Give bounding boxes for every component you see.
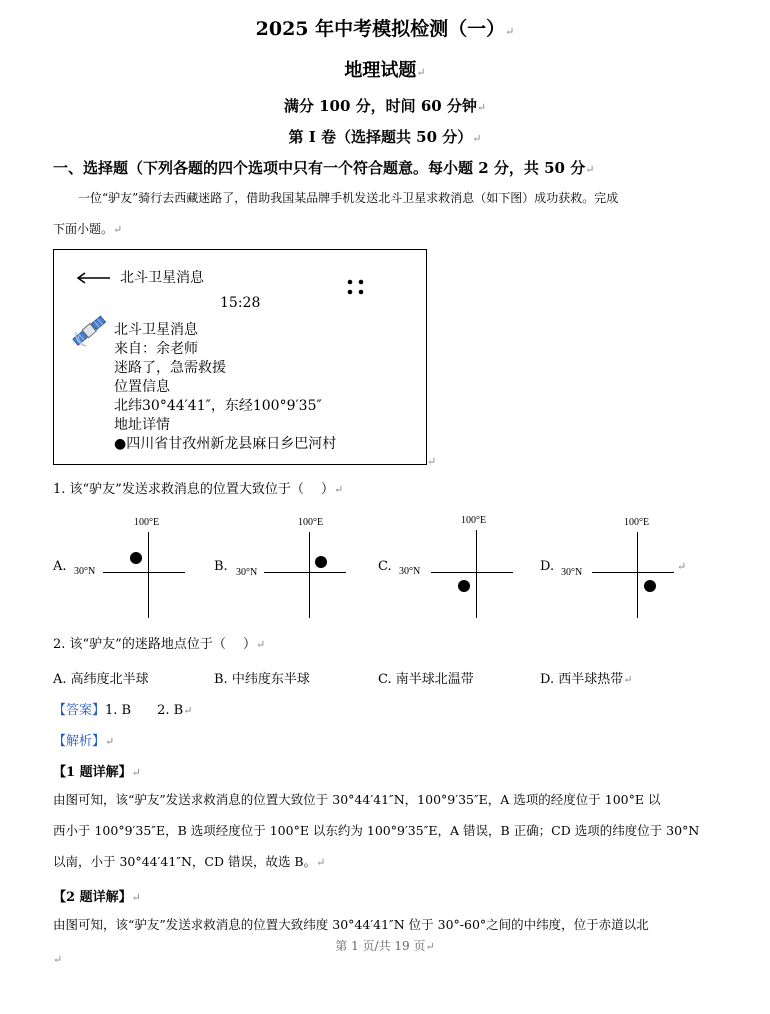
paragraph-mark-icon: ↵ [677,560,687,573]
paragraph-mark-icon: ↵ [472,132,482,145]
location-dot [644,580,656,592]
intro-line-2: 下面小题。↵ [53,222,123,236]
paragraph-mark-icon: ↵ [113,223,123,236]
paragraph-mark-icon: ↵ [585,163,595,176]
paragraph-mark-icon: ↵ [183,704,193,717]
detail-1-heading: 【1 题详解】↵ [53,765,141,780]
detail-2-line: 由图可知，该“驴友”发送求救消息的位置大致纬度 30°44′41″N 位于 30°-60°之间的中纬度，位于赤道以北 [53,917,649,932]
option-d-figure [559,515,719,625]
option-b-letter: B. [214,559,228,574]
paragraph-mark-icon: ↵ [505,25,515,38]
answer-value: 1. B 2. B [105,703,184,718]
paragraph-mark-icon: ↵ [416,66,426,79]
message-line: 北纬30°44′41″，东经100°9′35″ [114,398,322,414]
parallel-line [431,572,513,573]
paragraph-mark-icon: ↵ [623,673,633,686]
option-c-letter: C. [378,559,392,574]
paragraph-mark-icon: ↵ [425,940,435,953]
message-line: ●四川省甘孜州新龙县麻日乡巴河村 [114,436,337,452]
latitude-label: 30°N [236,567,258,578]
satellite-icon [70,310,110,350]
meridian-line [637,532,638,618]
q2-option-c: C. 南半球北温带 [378,672,474,687]
paragraph-mark-icon: ↵ [53,953,63,966]
intro-line-1: 一位“驴友”骑行去西藏迷路了，借助我国某品牌手机发送北斗卫星求救消息（如下图）成功获救。完成 [78,191,619,205]
meridian-line [309,532,310,618]
paragraph-mark-icon: ↵ [333,483,344,496]
paragraph-mark-icon: ↵ [131,766,141,779]
answer-label: 【答案】 [53,703,106,718]
parallel-line [592,572,674,573]
paragraph-mark-icon: ↵ [131,891,141,904]
message-line: 地址详情 [114,417,170,433]
meridian-line [476,530,477,618]
location-dot [315,556,327,568]
location-dot [130,552,142,564]
paragraph-mark-icon: ↵ [476,101,487,114]
more-options-icon [346,278,366,296]
paragraph-mark-icon: ↵ [427,455,437,468]
message-line: 来自：余老师 [114,341,198,357]
paragraph-mark-icon: ↵ [255,638,266,651]
latitude-label: 30°N [399,566,421,577]
option-b-figure [234,515,394,625]
q2-option-d: D. 西半球热带↵ [540,672,633,687]
detail-1-line: 由图可知，该“驴友”发送求救消息的位置大致位于 30°44′41″N，100°9′35″E，A 选项的经度位于 100°E 以 [53,792,661,807]
latitude-label: 30°N [74,566,96,577]
option-c-figure [397,515,557,625]
parallel-line [103,572,185,573]
q2-option-a: A. 高纬度北半球 [53,672,149,687]
paragraph-mark-icon: ↵ [105,735,115,748]
meridian-line [148,532,149,618]
question-1: 1. 该“驴友”发送求救消息的位置大致位于（ ）↵ [53,482,344,497]
question-2: 2. 该“驴友”的迷路地点位于（ ）↵ [53,637,266,652]
latitude-label: 30°N [561,567,583,578]
longitude-label: 100°E [461,515,487,526]
parallel-line [264,572,346,573]
longitude-label: 100°E [298,517,324,528]
message-line: 位置信息 [114,379,170,395]
option-a-letter: A. [53,559,67,574]
score-time: 满分 100 分，时间 60 分钟↵ [283,97,487,115]
exam-title: 2025 年中考模拟检测（一）↵ [255,18,515,40]
detail-1-line: 西小于 100°9′35″E，B 选项经度位于 100°E 以东约为 100°9′35″E，A 错误，B 正确；CD 选项的纬度位于 30°N [53,823,700,838]
message-line: 北斗卫星消息 [114,322,198,338]
section-heading: 一、选择题（下列各题的四个选项中只有一个符合题意。每小题 2 分，共 50 分↵ [53,159,595,177]
satellite-message-figure [53,249,427,465]
detail-2-heading: 【2 题详解】↵ [53,890,141,905]
message-time: 15:28 [220,295,261,311]
q2-option-b: B. 中纬度东半球 [214,672,310,687]
location-dot [458,580,470,592]
option-d-letter: D. [540,559,555,574]
back-arrow-icon [76,272,112,284]
detail-1-line: 以南，小于 30°44′41″N，CD 错误，故选 B。↵ [53,854,326,869]
paragraph-mark-icon: ↵ [316,856,326,869]
answer-line [53,699,192,718]
message-line: 迷路了，急需救援 [114,360,226,376]
option-a-figure [72,515,232,625]
page-footer: 第 1 页/共 19 页↵ [335,939,435,953]
analysis-heading: 【解析】↵ [53,734,115,749]
exam-subtitle: 地理试题↵ [344,60,426,81]
longitude-label: 100°E [624,517,650,528]
volume-heading: 第 I 卷（选择题共 50 分）↵ [288,128,482,146]
longitude-label: 100°E [134,517,160,528]
message-header-label: 北斗卫星消息 [120,270,204,286]
